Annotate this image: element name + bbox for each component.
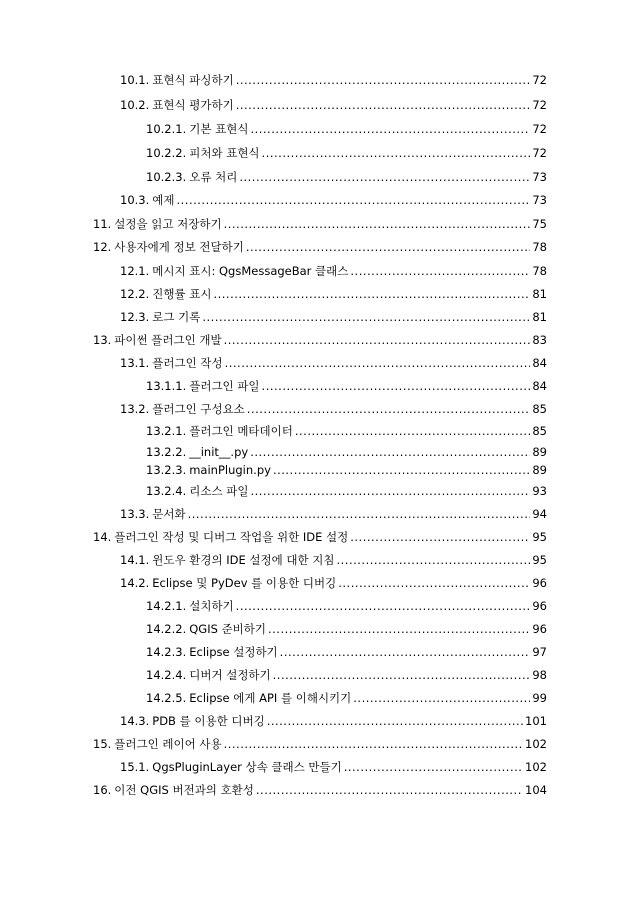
toc-entry-title: QGIS 준비하기 <box>189 622 266 636</box>
toc-entry-title: 오류 처리 <box>189 170 238 184</box>
dot-leader <box>280 642 531 662</box>
toc-entry-title: 로그 기록 <box>152 310 201 324</box>
toc-entry-page: 75 <box>532 217 547 231</box>
toc-entry-number: 12. <box>93 240 112 254</box>
toc-entry[interactable] <box>120 573 547 593</box>
toc-entry-page: 89 <box>532 463 547 477</box>
dot-leader <box>262 376 531 396</box>
dot-leader <box>236 596 531 616</box>
dot-leader <box>225 353 531 373</box>
toc-entry-page: 81 <box>532 310 547 324</box>
toc-entry-number: 13.2.4. <box>146 484 187 498</box>
toc-entry[interactable] <box>146 619 547 639</box>
toc-entry-number: 13.1.1. <box>146 379 187 393</box>
toc-entry-number: 14.1. <box>120 553 150 567</box>
toc-entry-page: 96 <box>532 622 547 636</box>
toc-entry[interactable] <box>120 711 547 731</box>
toc-entry-number: 13.2.1. <box>146 424 187 438</box>
toc-entry-number: 13.3. <box>120 507 150 521</box>
toc-entry-page: 95 <box>532 530 547 544</box>
dot-leader <box>267 711 523 731</box>
toc-entry-title: 표현식 평가하기 <box>152 98 234 112</box>
toc-entry-title: 문서화 <box>152 507 186 521</box>
toc-entry[interactable] <box>146 596 547 616</box>
toc-entry-title: 플러그인 작성 및 디버그 작업을 위한 IDE 설정 <box>114 530 349 544</box>
dot-leader <box>338 573 530 593</box>
toc-entry-number: 15. <box>93 737 112 751</box>
toc-entry-number: 14.2.4. <box>146 668 187 682</box>
dot-leader <box>350 527 530 547</box>
toc-entry-title: 플러그인 작성 <box>152 356 223 370</box>
toc-entry[interactable] <box>93 734 547 754</box>
toc-entry[interactable] <box>120 261 547 281</box>
toc-entry-title: 이전 QGIS 버전과의 호환성 <box>114 783 254 797</box>
dot-leader <box>250 119 530 139</box>
toc-entry-number: 14. <box>93 530 112 544</box>
toc-entry[interactable] <box>146 119 547 139</box>
toc-entry-number: 14.2.1. <box>146 599 187 613</box>
toc-entry-page: 102 <box>525 760 547 774</box>
toc-entry-title: 플러그인 파일 <box>189 379 260 393</box>
toc-entry-number: 14.2. <box>120 576 150 590</box>
toc-entry-number: 16. <box>93 783 112 797</box>
toc-entry-title: 사용자에게 정보 전달하기 <box>114 240 244 254</box>
toc-entry[interactable] <box>93 330 547 350</box>
toc-entry-title: Eclipse 에게 API 를 이해시키기 <box>189 691 352 705</box>
toc-entry[interactable] <box>120 550 547 570</box>
dot-leader <box>262 143 531 163</box>
toc-entry-title: __init__.py <box>189 445 249 459</box>
toc-entry-number: 13.2. <box>120 402 150 416</box>
toc-entry-title: 피처와 표현식 <box>189 146 260 160</box>
toc-entry-page: 101 <box>525 714 547 728</box>
toc-entry[interactable] <box>120 504 547 524</box>
dot-leader <box>236 95 531 115</box>
toc-entry-title: 표현식 파싱하기 <box>152 73 234 87</box>
dot-leader <box>336 550 530 570</box>
toc-entry-page: 78 <box>532 264 547 278</box>
toc-entry-number: 15.1. <box>120 760 150 774</box>
dot-leader <box>353 688 530 708</box>
toc-entry-number: 10.3. <box>120 193 150 207</box>
toc-entry-page: 78 <box>532 240 547 254</box>
toc-entry-page: 72 <box>532 146 547 160</box>
toc-entry-page: 85 <box>532 424 547 438</box>
dot-leader <box>247 399 531 419</box>
dot-leader <box>350 261 530 281</box>
toc-entry-page: 97 <box>532 645 547 659</box>
toc-entry-number: 12.1. <box>120 264 150 278</box>
toc-entry[interactable] <box>146 167 547 187</box>
toc-entry-page: 96 <box>532 576 547 590</box>
toc-entry[interactable] <box>146 460 547 480</box>
toc-entry-number: 13.2.2. <box>146 445 187 459</box>
toc-entry-number: 14.2.5. <box>146 691 187 705</box>
toc-entry-number: 10.1. <box>120 73 150 87</box>
toc-entry[interactable] <box>146 143 547 163</box>
dot-leader <box>224 734 523 754</box>
toc-entry-page: 84 <box>532 356 547 370</box>
toc-entry-page: 99 <box>532 691 547 705</box>
toc-entry[interactable] <box>146 688 547 708</box>
dot-leader <box>256 780 523 800</box>
dot-leader <box>273 460 530 480</box>
toc-entry-page: 85 <box>532 402 547 416</box>
toc-entry-number: 12.3. <box>120 310 150 324</box>
toc-entry-title: 진행률 표시 <box>152 287 212 301</box>
toc-entry-title: 파이썬 플러그인 개발 <box>114 333 222 347</box>
dot-leader <box>213 284 530 304</box>
toc-entry[interactable] <box>120 95 547 115</box>
toc-entry[interactable] <box>120 190 547 210</box>
dot-leader <box>268 619 530 639</box>
toc-entry[interactable] <box>146 665 547 685</box>
toc-entry-page: 84 <box>532 379 547 393</box>
toc-entry-page: 95 <box>532 553 547 567</box>
toc-entry-title: 리소스 파일 <box>189 484 249 498</box>
dot-leader <box>188 504 531 524</box>
toc-entry-page: 73 <box>532 170 547 184</box>
toc-entry[interactable] <box>120 757 547 777</box>
toc-entry-number: 13.1. <box>120 356 150 370</box>
toc-entry-title: 설정을 읽고 저장하기 <box>114 217 222 231</box>
toc-entry-page: 94 <box>532 507 547 521</box>
toc-entry[interactable] <box>120 284 547 304</box>
toc-entry-number: 10.2.2. <box>146 146 187 160</box>
toc-entry-title: 디버거 설정하기 <box>189 668 271 682</box>
toc-entry-page: 93 <box>532 484 547 498</box>
toc-entry[interactable] <box>120 307 547 327</box>
toc-entry-title: PDB 를 이용한 디버깅 <box>152 714 265 728</box>
toc-entry-number: 10.2.3. <box>146 170 187 184</box>
dot-leader <box>224 214 531 234</box>
toc-entry[interactable] <box>93 237 547 257</box>
toc-entry[interactable] <box>146 642 547 662</box>
toc-entry-title: 설치하기 <box>189 599 234 613</box>
toc-entry-page: 81 <box>532 287 547 301</box>
toc-entry-title: Eclipse 및 PyDev 를 이용한 디버깅 <box>152 576 337 590</box>
toc-entry[interactable] <box>120 70 547 90</box>
toc-entry-page: 96 <box>532 599 547 613</box>
dot-leader <box>250 442 530 462</box>
toc-entry-title: 윈도우 환경의 IDE 설정에 대한 지침 <box>152 553 335 567</box>
toc-entry[interactable] <box>93 527 547 547</box>
dot-leader <box>202 307 530 327</box>
toc-entry-number: 14.3. <box>120 714 150 728</box>
toc-entry-title: 플러그인 레이어 사용 <box>114 737 222 751</box>
toc-entry[interactable] <box>93 780 547 800</box>
dot-leader <box>344 757 523 777</box>
toc-entry-page: 73 <box>532 193 547 207</box>
toc-entry[interactable] <box>120 353 547 373</box>
toc-entry-title: 플러그인 메타데이터 <box>189 424 293 438</box>
toc-entry-number: 14.2.2. <box>146 622 187 636</box>
toc-entry-number: 10.2.1. <box>146 122 187 136</box>
toc-entry-number: 13. <box>93 333 112 347</box>
toc-entry-page: 104 <box>525 783 547 797</box>
toc-entry-title: Eclipse 설정하기 <box>189 645 278 659</box>
toc-entry-number: 12.2. <box>120 287 150 301</box>
toc-entry-title: 예제 <box>152 193 175 207</box>
dot-leader <box>273 665 531 685</box>
toc-entry-title: 플러그인 구성요소 <box>152 402 245 416</box>
toc-entry-number: 13.2.3. <box>146 463 187 477</box>
toc-entry[interactable] <box>146 376 547 396</box>
toc-entry-title: mainPlugin.py <box>189 463 271 477</box>
toc-entry-page: 102 <box>525 737 547 751</box>
toc-entry-title: 기본 표현식 <box>189 122 249 136</box>
toc-entry[interactable] <box>120 399 547 419</box>
toc-entry[interactable] <box>146 442 547 462</box>
dot-leader <box>236 70 531 90</box>
dot-leader <box>176 190 530 210</box>
dot-leader <box>250 481 530 501</box>
toc-entry-page: 72 <box>532 73 547 87</box>
toc-entry-title: QgsPluginLayer 상속 클래스 만들기 <box>152 760 342 774</box>
dot-leader <box>246 237 531 257</box>
toc-entry-page: 72 <box>532 98 547 112</box>
dot-leader <box>295 421 530 441</box>
toc-entry-number: 10.2. <box>120 98 150 112</box>
toc-entry[interactable] <box>93 214 547 234</box>
toc-entry[interactable] <box>146 421 547 441</box>
toc-entry-page: 98 <box>532 668 547 682</box>
toc-entry-number: 11. <box>93 217 112 231</box>
toc-entry[interactable] <box>146 481 547 501</box>
toc-entry-number: 14.2.3. <box>146 645 187 659</box>
dot-leader <box>239 167 530 187</box>
toc-entry-page: 89 <box>532 445 547 459</box>
toc-entry-title: 메시지 표시: QgsMessageBar 클래스 <box>152 264 349 278</box>
toc-entry-page: 72 <box>532 122 547 136</box>
dot-leader <box>224 330 531 350</box>
toc-entry-page: 83 <box>532 333 547 347</box>
